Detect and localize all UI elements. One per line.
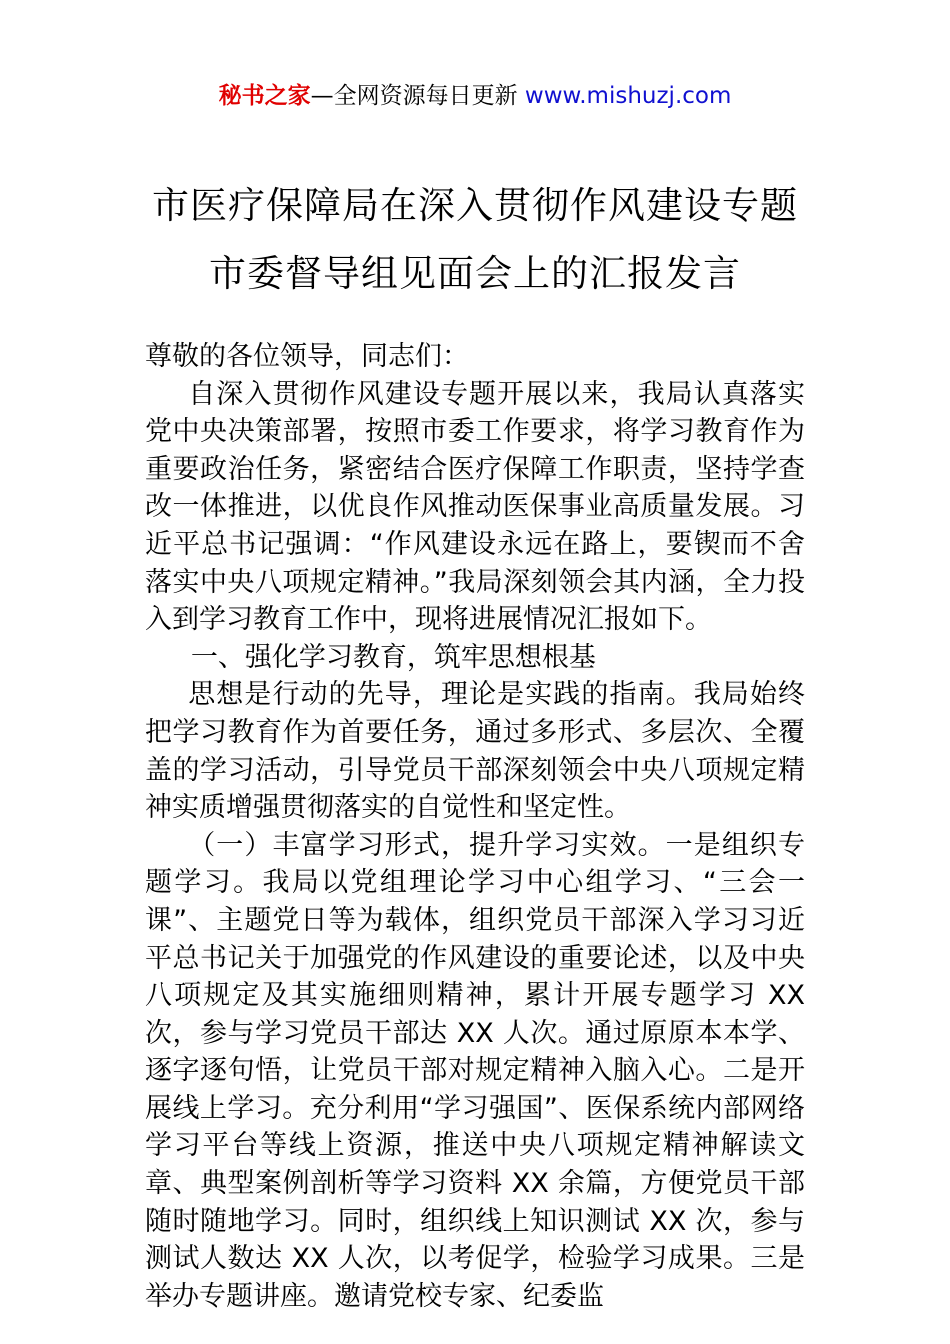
title-line-1: 市医疗保障局在深入贯彻作风建设专题 (152, 184, 798, 227)
site-url[interactable]: www.mishuzj.com (524, 83, 732, 109)
salutation: 尊敬的各位领导，同志们： (145, 341, 469, 372)
site-header (0, 80, 950, 112)
site-tagline: —全网资源每日更新 (310, 83, 525, 109)
site-name: 秘书之家 (218, 83, 311, 109)
paragraph-intro: 自深入贯彻作风建设专题开展以来，我局认真落实党中央决策部署，按照市委工作要求，将学习教育作为重要政治任务，紧密结合医疗保障工作职责，坚持学查改一体推进，以优良作风推动医保事业高质量发展。习近平总书记强调：“作风建设永远在路上，要锲而不舍落实中央八项规定精神。”我局深刻领会其内涵，全力投入到学习教育工作中，现将进展情况汇报如下。 (145, 378, 805, 636)
document-title (0, 172, 950, 308)
title-line-2: 市委督导组见面会上的汇报发言 (209, 252, 741, 295)
paragraph-subsection-1: （一）丰富学习形式，提升学习实效。一是组织专题学习。我局以党组理论学习中心组学习、“三会一课”、主题党日等为载体，组织党员干部深入学习习近平总书记关于加强党的作风建设的重要论述，以及中央八项规定及其实施细则精神，累计开展专题学习 XX 次，参与学习党员干部达 XX 人次。通过原原本本学、逐字逐句悟，让党员干部对规定精神入脑入心。二是开展线上学习。充分利用“学习强国”、医保系统内部网络学习平台等线上资源，推送中央八项规定精神解读文章、典型案例剖析等学习资料 XX 余篇，方便党员干部随时随地学习。同时，组织线上知识测试 XX 次，参与测试人数达 XX 人次，以考促学，检验学习成果。三是举办专题讲座。邀请党校专家、纪委监 (145, 829, 805, 1312)
document-body (145, 338, 805, 1315)
section-heading-1: 一、强化学习教育，筑牢思想根基 (190, 641, 596, 673)
paragraph-section-1: 思想是行动的先导，理论是实践的指南。我局始终把学习教育作为首要任务，通过多形式、多层次、全覆盖的学习活动，引导党员干部深刻领会中央八项规定精神实质增强贯彻落实的自觉性和坚定性。 (145, 679, 805, 824)
